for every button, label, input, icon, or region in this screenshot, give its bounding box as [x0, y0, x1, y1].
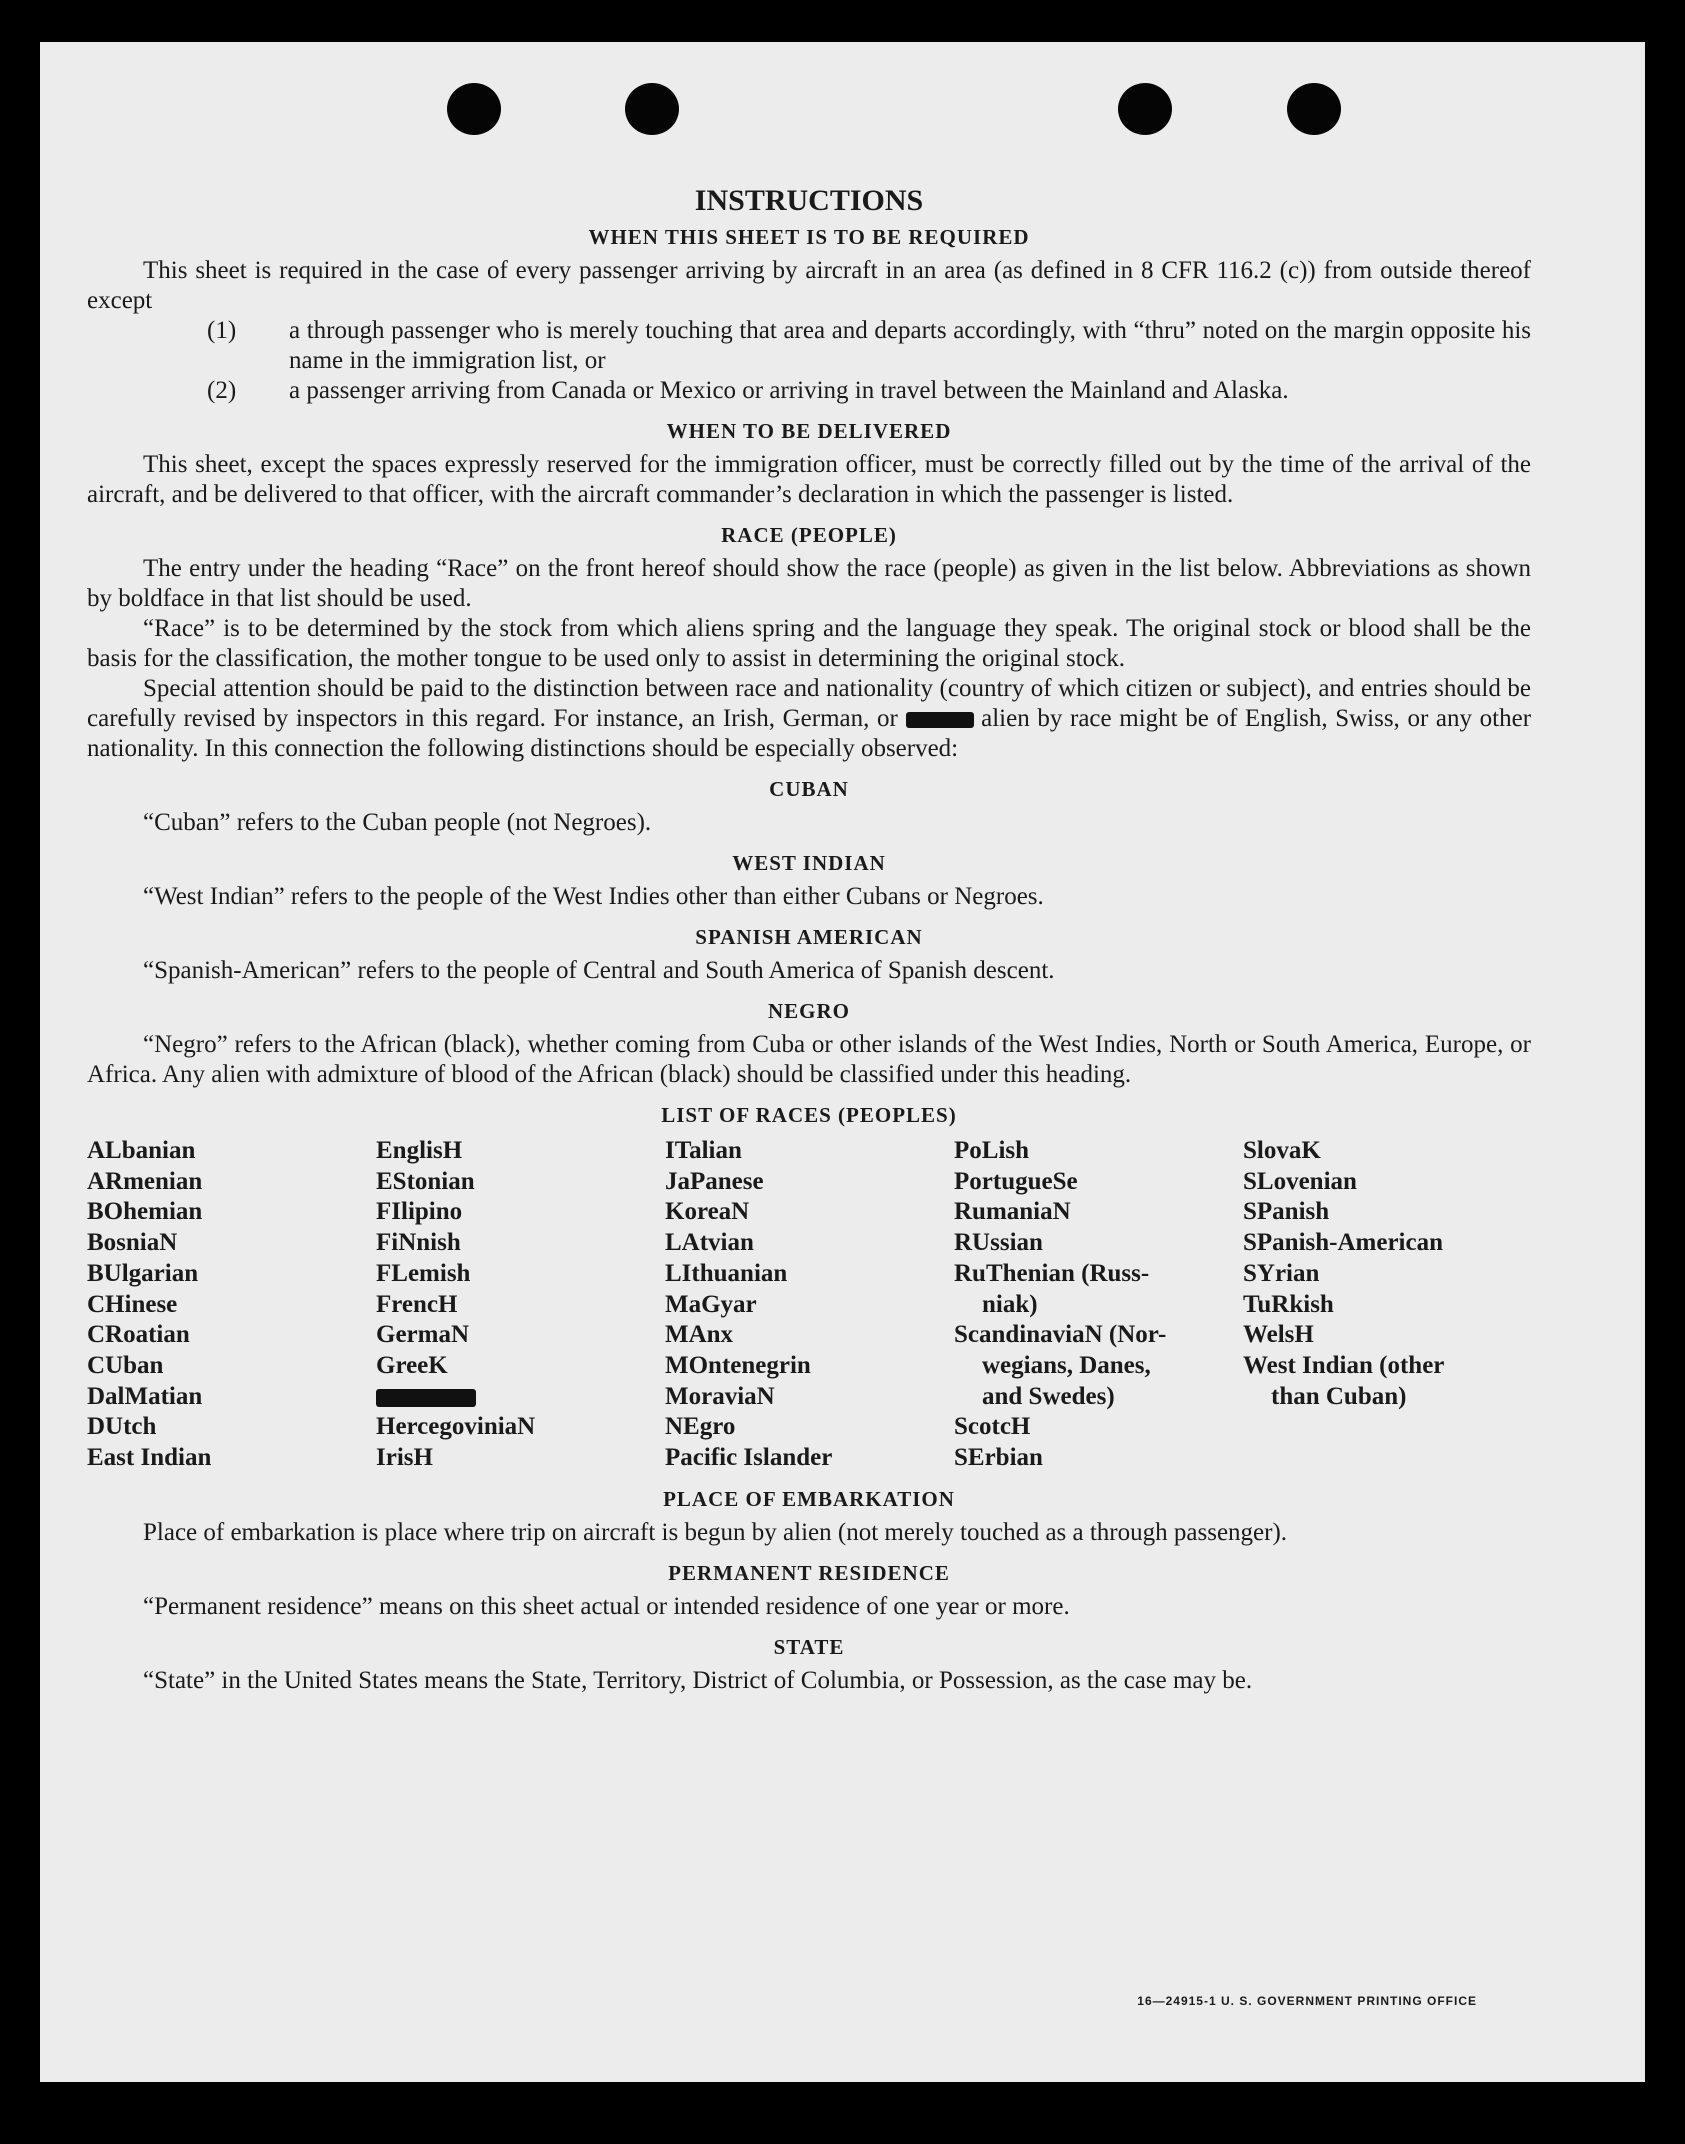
race-item: West Indian (other — [1243, 1351, 1445, 1379]
race-item: HercegoviniaN — [376, 1413, 536, 1441]
race-item: niak) — [982, 1290, 1038, 1318]
race-item: MAnx — [665, 1321, 734, 1349]
race-item: EnglisH — [376, 1137, 463, 1164]
race-item: RuThenian (Russ- — [954, 1259, 1150, 1287]
paragraph-negro: “Negro” refers to the African (black), whether coming from Cuba or other islands of the West Indies, North or South America, Europe, or Africa. Any alien with admixture of blood of the African (black) should be classified under this heading. — [87, 1031, 1531, 1088]
paragraph-delivered: This sheet, except the spaces expressly reserved for the immigration officer, must be correctly filled out by the time of the arrival of the aircraft, and be delivered to that officer, with the aircraft commander’s declaration in which the passenger is listed. — [87, 451, 1531, 508]
exception-number: (1) — [207, 317, 237, 344]
race-item: East Indian — [87, 1444, 212, 1472]
section-heading-delivered: WHEN TO BE DELIVERED — [666, 419, 952, 443]
race-item: DUtch — [87, 1413, 157, 1441]
section-heading-race: RACE (PEOPLE) — [721, 523, 897, 547]
race-item: FIlipino — [376, 1198, 463, 1226]
race-item: BOhemian — [87, 1198, 203, 1226]
race-item: BosniaN — [87, 1229, 178, 1257]
race-item: CRoatian — [87, 1321, 190, 1349]
race-item: WelsH — [1243, 1321, 1314, 1349]
races-column — [376, 1136, 665, 1474]
paragraph-race-2: “Race” is to be determined by the stock from which aliens spring and the language they speak. The original stock or blood shall be the basis for the classification, the mother tongue to be used only to assist in determining the original stock. — [87, 615, 1531, 672]
race-item: ITalian — [665, 1137, 742, 1164]
paragraph-race-3 — [87, 674, 1531, 764]
paragraph-embarkation: Place of embarkation is place where trip on aircraft is begun by alien (not merely touched as a through passenger). — [143, 1518, 1288, 1546]
exception-text: a passenger arriving from Canada or Mexico or arriving in travel between the Mainland and Alaska. — [289, 377, 1289, 404]
race-item: LAtvian — [665, 1229, 754, 1257]
race-item: RUssian — [954, 1229, 1043, 1257]
document-page — [40, 42, 1645, 2082]
exception-item — [207, 316, 1531, 376]
race-item: EStonian — [376, 1167, 475, 1195]
section-heading-negro: NEGRO — [767, 999, 850, 1023]
exception-number: (2) — [207, 377, 237, 404]
section-heading-west-indian: WEST INDIAN — [732, 851, 886, 875]
punch-hole — [447, 83, 501, 135]
race-item: and Swedes) — [982, 1382, 1115, 1410]
race-item: FiNnish — [376, 1229, 461, 1257]
race-item: PortugueSe — [954, 1167, 1078, 1195]
exception-item — [207, 376, 1531, 406]
section-heading-list: LIST OF RACES (PEOPLES) — [661, 1103, 957, 1127]
race-item: LIthuanian — [665, 1259, 788, 1287]
race-item: MoraviaN — [665, 1382, 775, 1410]
race-3-text-a: Special attention should be paid to the distinction between race and nationality (country of which citizen or subject), and entries should be carefully revised by inspectors in this regard. For instance, an Irish, German, or — [87, 675, 1531, 732]
race-item: SYrian — [1243, 1259, 1320, 1287]
paragraph-cuban: “Cuban” refers to the Cuban people (not Negroes). — [143, 809, 652, 836]
races-column — [1243, 1136, 1532, 1474]
race-item: RumaniaN — [954, 1198, 1071, 1226]
race-item: SPanish — [1243, 1198, 1330, 1226]
races-column — [954, 1136, 1243, 1474]
printing-office-footer: 16—24915-1 U. S. GOVERNMENT PRINTING OFFICE — [1137, 1994, 1477, 2008]
paragraph-residence: “Permanent residence” means on this sheet actual or intended residence of one year or more. — [143, 1592, 1070, 1620]
race-item: IrisH — [376, 1444, 433, 1472]
race-item: TuRkish — [1243, 1290, 1334, 1318]
race-item: JaPanese — [665, 1167, 764, 1195]
race-item: BUlgarian — [87, 1259, 199, 1287]
race-item: ALbanian — [87, 1137, 196, 1164]
race-item: FLemish — [376, 1259, 471, 1287]
redaction-mark — [376, 1389, 476, 1407]
section-heading-state: STATE — [773, 1634, 845, 1659]
redaction-mark — [906, 712, 974, 728]
race-item: CHinese — [87, 1290, 178, 1318]
race-item: SPanish-American — [1243, 1229, 1443, 1257]
section-heading-cuban: CUBAN — [769, 777, 849, 801]
paragraph-state: “State” in the United States means the State, Territory, District of Columbia, or Possession, as the case may be. — [143, 1666, 1253, 1694]
race-item: GermaN — [376, 1321, 470, 1349]
page-title: INSTRUCTIONS — [694, 184, 924, 217]
race-item: SlovaK — [1243, 1137, 1321, 1164]
section-heading-residence: PERMANENT RESIDENCE — [668, 1560, 950, 1585]
races-column — [87, 1136, 376, 1474]
race-item: FrencH — [376, 1290, 458, 1318]
paragraph-west-indian: “West Indian” refers to the people of the West Indies other than either Cubans or Negroes. — [143, 883, 1044, 910]
race-item: ARmenian — [87, 1167, 203, 1195]
section-heading-required: WHEN THIS SHEET IS TO BE REQUIRED — [588, 225, 1030, 249]
exceptions-list — [207, 316, 1531, 406]
race-item: ScotcH — [954, 1413, 1031, 1441]
instructions-content — [87, 182, 1531, 1696]
race-item: CUban — [87, 1351, 164, 1379]
punch-hole — [1118, 83, 1172, 135]
race-item: MOntenegrin — [665, 1351, 811, 1379]
race-item: DalMatian — [87, 1382, 203, 1410]
section-heading-spanish-american: SPANISH AMERICAN — [695, 925, 923, 949]
race-item: SErbian — [954, 1444, 1043, 1472]
race-item: KoreaN — [665, 1198, 750, 1226]
punch-hole — [1287, 83, 1341, 135]
race-item: MaGyar — [665, 1290, 757, 1318]
section-heading-embarkation: PLACE OF EMBARKATION — [663, 1486, 955, 1511]
races-column — [665, 1136, 954, 1474]
race-item: wegians, Danes, — [982, 1351, 1151, 1379]
race-item: than Cuban) — [1271, 1382, 1407, 1410]
race-item: PoLish — [954, 1137, 1030, 1164]
punch-hole — [625, 83, 679, 135]
race-item: ScandinaviaN (Nor- — [954, 1321, 1167, 1349]
races-list — [87, 1136, 1531, 1474]
exception-text: a through passenger who is merely touching that area and departs accordingly, with “thru” noted on the margin opposite his name in the immigration list, or — [289, 317, 1531, 374]
race-item: Pacific Islander — [665, 1444, 833, 1472]
paragraph-race-1: The entry under the heading “Race” on the front hereof should show the race (people) as given in the list below. Abbreviations as shown by boldface in that list should be used. — [87, 555, 1531, 612]
race-item: GreeK — [376, 1351, 448, 1379]
paragraph-spanish-american: “Spanish-American” refers to the people of Central and South America of Spanish descent. — [143, 957, 1055, 984]
race-item-redacted — [376, 1382, 665, 1413]
race-item: SLovenian — [1243, 1167, 1357, 1195]
race-item: NEgro — [665, 1413, 736, 1441]
paragraph-required: This sheet is required in the case of every passenger arriving by aircraft in an area (as defined in 8 CFR 116.2 (c)) from outside thereof except — [87, 257, 1531, 314]
race-3-text-b: alien by race might be of English, Swiss, or any other nationality. In this connection the following distinctions should be especially observed: — [87, 705, 1532, 762]
